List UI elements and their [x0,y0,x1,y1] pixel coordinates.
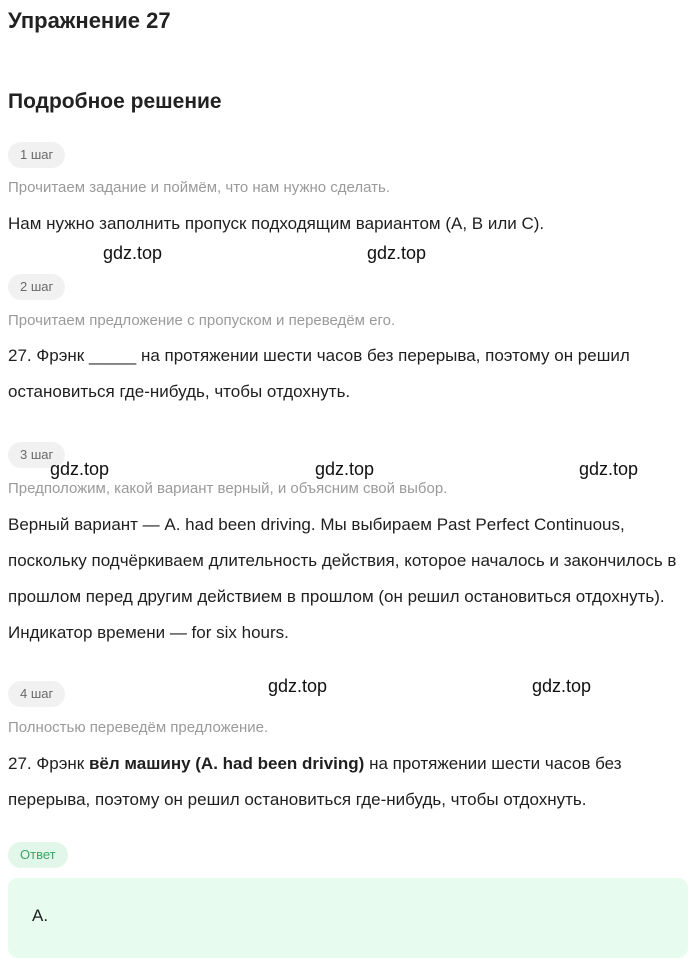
step-3-hint: Предположим, какой вариант верный, и объясним свой выбор. [8,480,448,497]
answer-text: A. [32,906,49,925]
step-3-badge: 3 шаг [8,442,65,468]
watermark: gdz.top [367,243,427,263]
step-4-text-before: 27. Фрэнк [8,754,89,773]
step-1-hint: Прочитаем задание и поймём, что нам нужно сделать. [8,179,391,196]
watermark: gdz.top [579,459,639,479]
step-4-text-bold: вёл машину (A. had been driving) [88,754,365,773]
step-4-hint: Полностью переведём предложение. [8,719,269,736]
watermark: gdz.top [315,459,375,479]
step-4-badge: 4 шаг [8,681,65,707]
watermark: gdz.top [50,459,110,479]
step-2-text: 27. Фрэнк _____ на протяжении шести часов без перерыва, поэтому он решил остановиться где-нибудь, чтобы отдохнуть. [8,346,630,401]
watermark: gdz.top [103,243,163,263]
step-2-badge: 2 шаг [8,274,65,300]
watermark: gdz.top [268,676,328,696]
watermark: gdz.top [532,676,592,696]
page-title: Упражнение 27 [8,8,171,33]
answer-box [8,878,688,958]
step-3-text: Верный вариант — A. had been driving. Мы выбираем Past Perfect Continuous, поскольку подчёркиваем длительность действия, которое началось и закончилось в прошлом перед другим действием в прошлом (он решил остановиться отдохнуть). Индикатор времени — for six hours. [8,515,677,642]
step-1-text: Нам нужно заполнить пропуск подходящим вариантом (A, B или C). [8,214,545,233]
answer-badge: Ответ [8,842,68,868]
step-2-hint: Прочитаем предложение с пропуском и переведём его. [8,312,396,329]
step-4-text [8,746,688,818]
step-1-badge: 1 шаг [8,142,65,168]
step-4-text-after: на протяжении шести часов без перерыва, поэтому он решил остановиться где-нибудь, чтобы отдохнуть. [8,754,622,809]
section-title: Подробное решение [8,90,222,113]
